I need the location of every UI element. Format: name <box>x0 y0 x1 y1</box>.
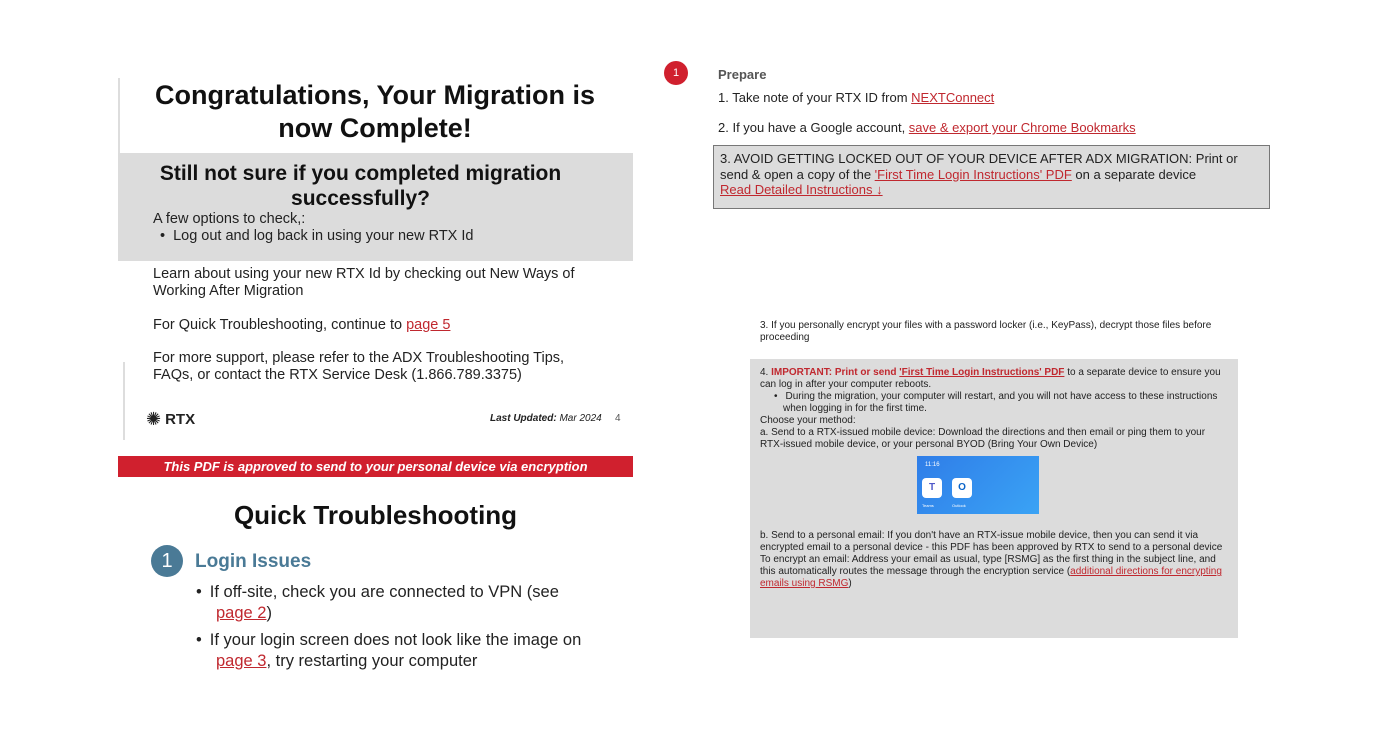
rtx-logo: ✺ RTX <box>146 409 196 429</box>
prepare-heading: Prepare <box>718 67 767 82</box>
option-item: • Log out and log back in using your new RTX Id <box>160 228 633 245</box>
first-time-login-link-2[interactable]: 'First Time Login Instructions' PDF <box>899 367 1065 378</box>
rsmg-link[interactable]: additional directions for encrypting emails using RSMG <box>760 566 1222 589</box>
choose-method: Choose your method: <box>760 415 856 426</box>
box-heading: Still not sure if you completed migration successfully? <box>159 162 562 210</box>
method-a: a. Send to a RTX-issued mobile device: Download the directions and then email or ping them to your RTX-issued mobile device, or your personal BYOD (Bring Your Own Device) <box>760 427 1206 450</box>
page-edge <box>123 362 125 440</box>
page-number: 4 <box>615 413 621 424</box>
item-3-text: 3. If you personally encrypt your files with a password locker (i.e., KeyPass), decrypt those files before proceeding <box>760 320 1212 343</box>
check-box <box>118 153 633 261</box>
last-updated: Last Updated: Mar 2024 <box>490 413 602 424</box>
method-b: b. Send to a personal email: If you don't have an RTX-issue mobile device, then you can send it via encrypted email to a personal device - this PDF has been approved by RTX to send to a personal device <box>760 530 1223 553</box>
phone-screenshot: 11:16 T O Teams Outlook <box>917 456 1039 514</box>
list-item: • If off-site, check you are connected to VPN (see page 2) <box>196 582 596 624</box>
read-instructions-link[interactable]: Read Detailed Instructions ↓ <box>720 182 883 197</box>
page-title: Congratulations, Your Migration is now Complete! <box>154 80 595 143</box>
bookmarks-link[interactable]: save & export your Chrome Bookmarks <box>908 120 1136 135</box>
first-time-login-link[interactable]: 'First Time Login Instructions' PDF <box>874 166 1072 182</box>
item-4-box: 4. IMPORTANT: Print or send 'First Time Login Instructions' PDF to a separate device to ensure you can log in after your computer reboots. • During the migration, your computer will restart, and you will not have access to these instructions when logging in for the first time. Choose your method: a. Send to a RTX-issued mobile device: Download the directions and then email or ping them to your RTX-issued mobile device, or your personal BYOD (Bring Your Own Device) 11:16 T O Teams Outlook b. Send to a personal email: If you don't have an RTX-issue mobile device, then you can send it via encrypted email to a personal device - this PDF has been approved by RTX to send to a personal device To encrypt an email: Address your email as usual, type [RSMG] as the first thing in the subject line, and this automatically routes the message through the encryption service (additional directions for encrypting emails using RSMG) <box>750 359 1238 638</box>
rtx-sun-icon: ✺ <box>146 409 162 429</box>
learn-text: Learn about using your new RTX Id by checking out New Ways of Working After Migration <box>153 266 575 299</box>
step-badge: 1 <box>664 61 688 85</box>
quick-text: For Quick Troubleshooting, continue to page 5 <box>153 317 451 333</box>
qt-title: Quick Troubleshooting <box>233 500 518 530</box>
item-2: 2. If you have a Google account, save & export your Chrome Bookmarks <box>718 120 1136 135</box>
item-3-box: 3. AVOID GETTING LOCKED OUT OF YOUR DEVICE AFTER ADX MIGRATION: Print or send & open a copy of the 'First Time Login Instructions' PDF on a separate device Read Detailed Instructions ↓ <box>713 145 1270 209</box>
encrypt-text: To encrypt an email: Address your email as usual, type [RSMG] as the first thing in the subject line, and this automatically routes the message through the encryption service (additional directions for encrypting emails using RSMG) <box>760 554 1222 589</box>
list-item: • During the migration, your computer will restart, and you will not have access to these instructions when logging in for the first time. <box>774 391 1228 415</box>
item-1: 1. Take note of your RTX ID from NEXTConnect <box>718 90 995 105</box>
page-5-link[interactable]: page 5 <box>406 317 451 333</box>
teams-icon: T <box>922 478 942 498</box>
list-item: • If your login screen does not look like the image on page 3, try restarting your computer <box>196 630 596 672</box>
page-3-link[interactable]: page 3 <box>216 652 267 670</box>
outlook-icon: O <box>952 478 972 498</box>
step-badge: 1 <box>151 545 183 577</box>
page-edge <box>118 78 120 153</box>
step-title: Login Issues <box>195 551 312 572</box>
support-text: For more support, please refer to the ADX Troubleshooting Tips, FAQs, or contact the RTX Service Desk (1.866.789.3375) <box>153 350 565 383</box>
page-2-link[interactable]: page 2 <box>216 604 267 622</box>
approval-banner: This PDF is approved to send to your personal device via encryption <box>118 456 633 477</box>
nextconnect-link[interactable]: NEXTConnect <box>911 90 995 105</box>
options-intro: A few options to check,: <box>153 211 306 227</box>
